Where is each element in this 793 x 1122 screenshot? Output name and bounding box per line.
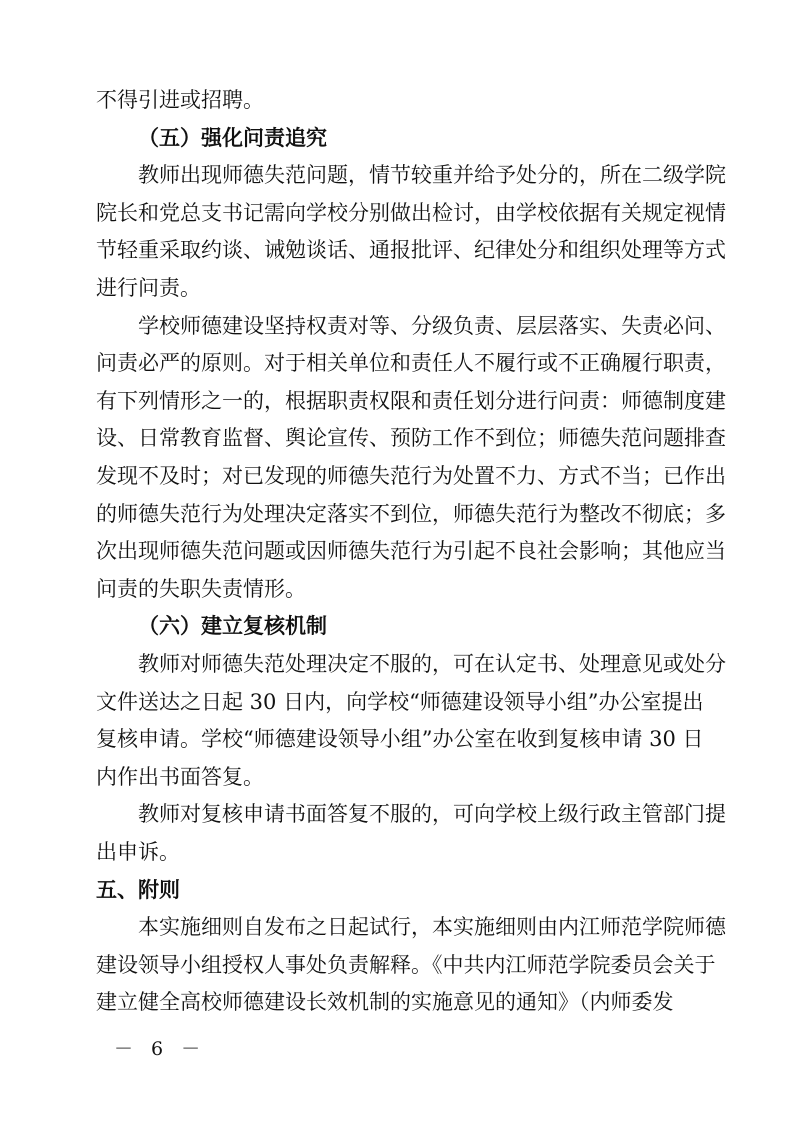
paragraph-line: 内作出书面答复。 <box>96 764 264 789</box>
paragraph-line: 学校师德建设坚持权责对等、分级负责、层层落实、失责必问、 <box>138 313 726 338</box>
paragraph-line: 本实施细则自发布之日起试行，本实施细则由内江师范学院师德 <box>138 915 726 940</box>
text-line: 不得引进或招聘。 <box>96 88 264 112</box>
paragraph-line: 有下列情形之一的，根据职责权限和责任划分进行问责：师德制度建 <box>96 388 726 413</box>
paragraph-line: 建设领导小组授权人事处负责解释。《中共内江师范学院委员会关于 <box>96 952 716 977</box>
page-number: － 6 － <box>114 1038 207 1060</box>
paragraph-line: 设、日常教育监督、舆论宣传、预防工作不到位；师德失范问题排查 <box>96 426 726 451</box>
section-heading-5: （五）强化问责追究 <box>138 125 327 150</box>
paragraph-line: 复核申请。学校“师德建设领导小组”办公室在收到复核申请 30 日 <box>96 727 704 752</box>
paragraph-line: 问责必严的原则。对于相关单位和责任人不履行或不正确履行职责， <box>96 351 726 376</box>
paragraph-line: 次出现师德失范问题或因师德失范行为引起不良社会影响；其他应当 <box>96 539 726 564</box>
paragraph-line: 问责的失职失责情形。 <box>96 576 306 601</box>
paragraph-line: 建立健全高校师德建设长效机制的实施意见的通知》（内师委发 <box>96 990 674 1015</box>
paragraph-line: 发现不及时；对已发现的师德失范行为处置不力、方式不当；已作出 <box>96 464 726 488</box>
paragraph-line: 出申诉。 <box>96 840 180 864</box>
paragraph-line: 的师德失范行为处理决定落实不到位，师德失范行为整改不彻底；多 <box>96 501 726 526</box>
section-heading-6: （六）建立复核机制 <box>138 614 327 639</box>
paragraph-line: 院长和党总支书记需向学校分别做出检讨，由学校依据有关规定视情 <box>96 200 726 225</box>
paragraph-line: 节轻重采取约谈、诫勉谈话、通报批评、纪律处分和组织处理等方式 <box>96 238 726 263</box>
chapter-heading-appendix: 五、附则 <box>96 877 180 902</box>
paragraph-line: 教师对师德失范处理决定不服的，可在认定书、处理意见或处分 <box>138 652 726 676</box>
paragraph-line: 教师出现师德失范问题，情节较重并给予处分的，所在二级学院 <box>138 163 726 188</box>
paragraph-line: 教师对复核申请书面答复不服的，可向学校上级行政主管部门提 <box>138 802 726 827</box>
paragraph-line: 文件送达之日起 30 日内，向学校“师德建设领导小组”办公室提出 <box>96 689 704 714</box>
paragraph-line: 进行问责。 <box>96 276 201 300</box>
